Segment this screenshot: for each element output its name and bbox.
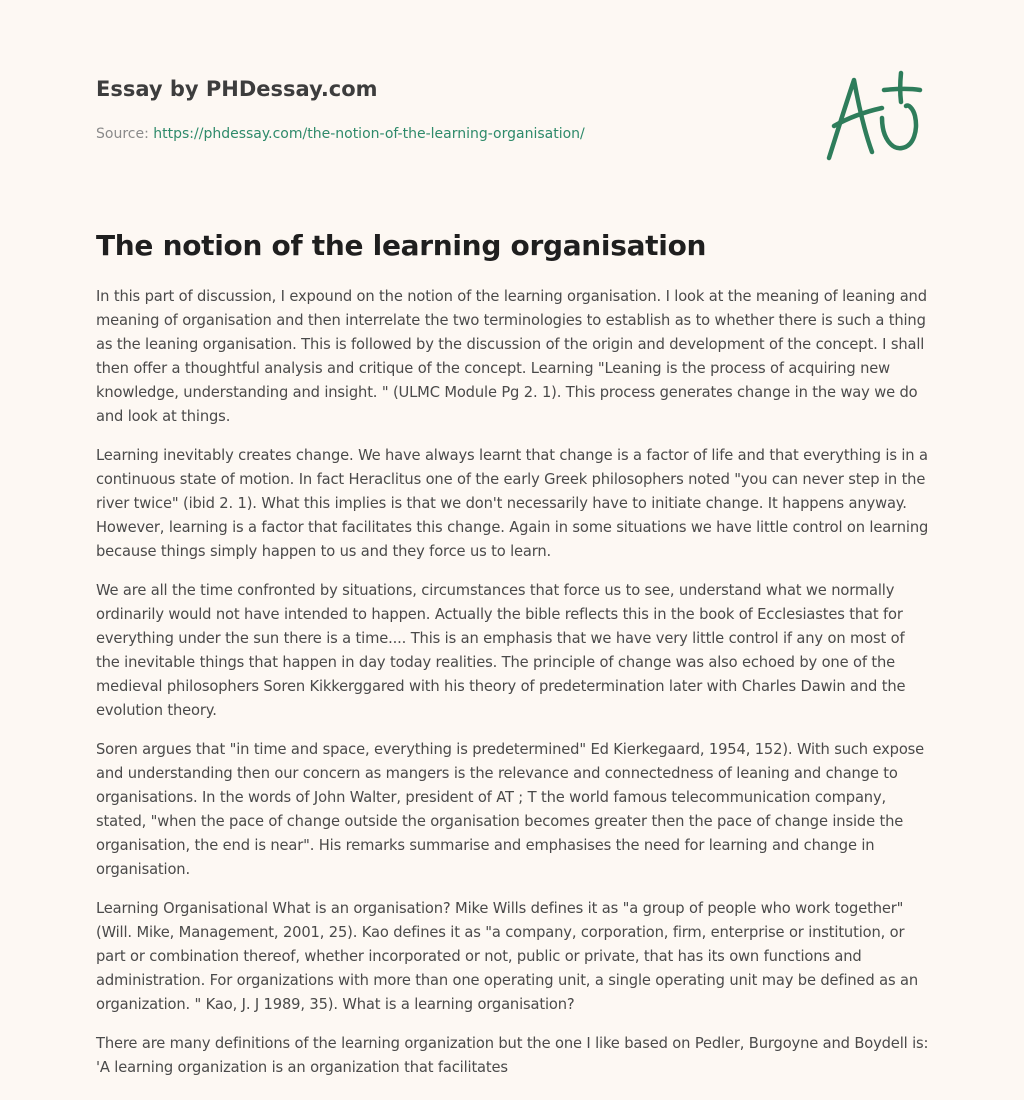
source-line <box>96 124 796 144</box>
essay-body <box>96 285 932 1095</box>
essay-paragraph: In this part of discussion, I expound on the notion of the learning organisation. I look at the meaning of leaning and meaning of organisation and then interrelate the two terminologies to establish as to whether there is such a thing as the leaning organisation. This is followed by the discussion of the origin and development of the concept. I shall then offer a thoughtful analysis and critique of the concept. Learning "Leaning is the process of acquiring new knowledge, understanding and insight. " (ULMC Module Pg 2. 1). This process generates change in the way we do and look at things. <box>96 288 927 425</box>
essay-paragraph: We are all the time confronted by situations, circumstances that force us to see, understand what we normally ordinarily would not have intended to happen. Actually the bible reflects this in the book of Ecclesiastes that for everything under the sun there is a time.... This is an emphasis that we have very little control if any on most of the inevitable things that happen in day today realities. The principle of change was also echoed by one of the medieval philosophers Soren Kikkerggared with his theory of predetermination later with Charles Dawin and the evolution theory. <box>96 582 906 719</box>
essay-paragraph: Learning inevitably creates change. We have always learnt that change is a factor of life and that everything is in a continuous state of motion. In fact Heraclitus one of the early Greek philosophers noted "you can never step in the river twice" (ibid 2. 1). What this implies is that we don't necessarily have to initiate change. It happens anyway. However, learning is a factor that facilitates this change. Again in some situations we have little control on learning because things simply happen to us and they force us to learn. <box>96 447 929 560</box>
essay-title: The notion of the learning organisation <box>96 229 707 262</box>
essay-paragraph: There are many definitions of the learning organization but the one I like based on Pedler, Burgoyne and Boydell is: 'A learning organization is an organization that facilitates <box>96 1035 929 1076</box>
a-plus-logo <box>820 68 930 164</box>
source-link[interactable]: https://phdessay.com/the-notion-of-the-learning-organisation/ <box>153 126 585 142</box>
essay-paragraph: Soren argues that "in time and space, everything is predetermined" Ed Kierkegaard, 1954, 152). With such expose and understanding then our concern as mangers is the relevance and connectedness of leaning and change to organisations. In the words of John Walter, president of AT ; T the world famous telecommunication company, stated, "when the pace of change outside the organisation becomes greater then the pace of change inside the organisation, the end is near". His remarks summarise and emphasises the need for learning and change in organisation. <box>96 741 925 878</box>
a-plus-logo-mark <box>820 68 930 164</box>
site-brand: Essay by PHDessay.com <box>96 77 378 101</box>
essay-header <box>96 74 796 144</box>
essay-paragraph: Learning Organisational What is an organisation? Mike Wills defines it as "a group of people who work together" (Will. Mike, Management, 2001, 25). Kao defines it as "a company, corporation, firm, enterprise or institution, or part or combination thereof, whether incorporated or not, public or private, that has its own functions and administration. For organizations with more than one operating unit, a single operating unit may be defined as an organization. " Kao, J. J 1989, 35). What is a learning organisation? <box>96 900 918 1013</box>
source-label: Source: <box>96 126 149 142</box>
